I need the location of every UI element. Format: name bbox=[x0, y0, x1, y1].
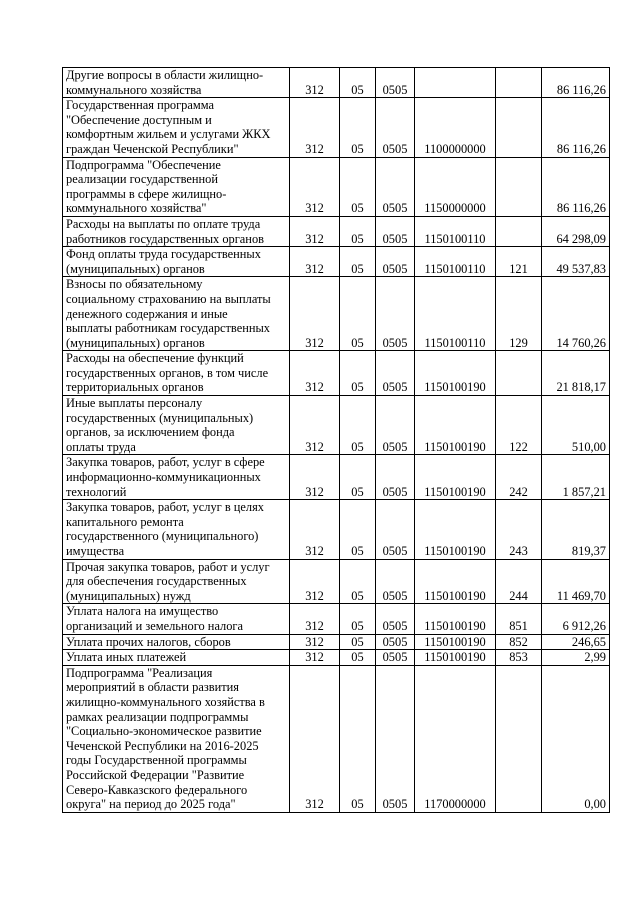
ministry-code-cell: 312 bbox=[290, 634, 340, 650]
table-row bbox=[63, 665, 610, 812]
subsection-code-cell: 0505 bbox=[376, 277, 415, 351]
table-row bbox=[63, 157, 610, 216]
subsection-code-cell: 0505 bbox=[376, 665, 415, 812]
target-article-cell: 1150000000 bbox=[415, 157, 496, 216]
section-code-cell: 05 bbox=[340, 604, 376, 634]
ministry-code-cell: 312 bbox=[290, 157, 340, 216]
target-article-cell: 1150100190 bbox=[415, 351, 496, 396]
expense-type-cell: 243 bbox=[496, 500, 542, 559]
expense-type-cell: 121 bbox=[496, 247, 542, 277]
ministry-code-cell: 312 bbox=[290, 68, 340, 98]
table-row bbox=[63, 247, 610, 277]
section-code-cell: 05 bbox=[340, 500, 376, 559]
expense-type-cell: 129 bbox=[496, 277, 542, 351]
amount-cell: 86 116,26 bbox=[542, 98, 610, 157]
section-code-cell: 05 bbox=[340, 650, 376, 666]
item-name-line: граждан Чеченской Республики" bbox=[66, 141, 239, 156]
subsection-code-cell: 0505 bbox=[376, 351, 415, 396]
table-row bbox=[63, 500, 610, 559]
section-code-cell: 05 bbox=[340, 665, 376, 812]
table-row bbox=[63, 634, 610, 650]
item-name-line: денежного содержания и иные bbox=[66, 306, 228, 321]
expense-type-cell: 852 bbox=[496, 634, 542, 650]
item-name-line: государственных (муниципальных) bbox=[66, 410, 254, 425]
item-name-line: (муниципальных) нужд bbox=[66, 588, 191, 603]
section-code-cell: 05 bbox=[340, 396, 376, 455]
item-name-line: Северо-Кавказского федерального bbox=[66, 782, 248, 797]
subsection-code-cell: 0505 bbox=[376, 455, 415, 500]
section-code-cell: 05 bbox=[340, 634, 376, 650]
ministry-code-cell: 312 bbox=[290, 650, 340, 666]
item-name-line: имущества bbox=[66, 544, 125, 558]
item-name-cell bbox=[63, 98, 290, 157]
subsection-code-cell: 0505 bbox=[376, 247, 415, 277]
table-row bbox=[63, 604, 610, 634]
item-name-cell bbox=[63, 277, 290, 351]
section-code-cell: 05 bbox=[340, 559, 376, 604]
section-code-cell: 05 bbox=[340, 247, 376, 277]
item-name-line: информационно-коммуникационных bbox=[66, 470, 261, 485]
budget-page bbox=[62, 67, 610, 813]
item-name-line: (муниципальных) органов bbox=[66, 335, 205, 350]
item-name-line: Расходы на выплаты по оплате труда bbox=[66, 216, 261, 231]
subsection-code-cell: 0505 bbox=[376, 559, 415, 604]
item-name-line: коммунального хозяйства" bbox=[66, 201, 207, 216]
item-name-cell bbox=[63, 455, 290, 500]
item-name-line: "Социально-экономическое развитие bbox=[66, 724, 262, 739]
item-name-line: социальному страхованию на выплаты bbox=[66, 291, 271, 306]
item-name-line: Прочая закупка товаров, работ и услуг bbox=[66, 559, 270, 574]
item-name-cell bbox=[63, 559, 290, 604]
item-name-line: (муниципальных) органов bbox=[66, 261, 205, 276]
section-code-cell: 05 bbox=[340, 216, 376, 246]
item-name-line: программы в сфере жилищно- bbox=[66, 186, 227, 201]
amount-cell: 49 537,83 bbox=[542, 247, 610, 277]
section-code-cell: 05 bbox=[340, 351, 376, 396]
item-name-line: округа" на период до 2025 года" bbox=[66, 797, 236, 812]
section-code-cell: 05 bbox=[340, 98, 376, 157]
item-name-line: Взносы по обязательному bbox=[66, 277, 203, 292]
expense-type-cell: 244 bbox=[496, 559, 542, 604]
item-name-line: Закупка товаров, работ, услуг в целях bbox=[66, 500, 264, 515]
target-article-cell: 1150100110 bbox=[415, 247, 496, 277]
item-name-cell bbox=[63, 68, 290, 98]
item-name-cell bbox=[63, 396, 290, 455]
ministry-code-cell: 312 bbox=[290, 351, 340, 396]
item-name-line: годы Государственной программы bbox=[66, 753, 247, 768]
table-row bbox=[63, 396, 610, 455]
section-code-cell: 05 bbox=[340, 157, 376, 216]
subsection-code-cell: 0505 bbox=[376, 216, 415, 246]
item-name-cell bbox=[63, 247, 290, 277]
item-name-line: органов, за исключением фонда bbox=[66, 425, 235, 440]
target-article-cell: 1100000000 bbox=[415, 98, 496, 157]
item-name-line: жилищно-коммунального хозяйства в bbox=[66, 694, 265, 709]
subsection-code-cell: 0505 bbox=[376, 396, 415, 455]
target-article-cell: 1150100190 bbox=[415, 650, 496, 666]
subsection-code-cell: 0505 bbox=[376, 604, 415, 634]
item-name-cell bbox=[63, 216, 290, 246]
amount-cell: 64 298,09 bbox=[542, 216, 610, 246]
target-article-cell: 1150100190 bbox=[415, 559, 496, 604]
amount-cell: 1 857,21 bbox=[542, 455, 610, 500]
item-name-line: "Обеспечение доступным и bbox=[66, 112, 212, 127]
amount-cell: 6 912,26 bbox=[542, 604, 610, 634]
table-row bbox=[63, 216, 610, 246]
subsection-code-cell: 0505 bbox=[376, 157, 415, 216]
section-code-cell: 05 bbox=[340, 455, 376, 500]
ministry-code-cell: 312 bbox=[290, 396, 340, 455]
item-name-line: государственного (муниципального) bbox=[66, 529, 259, 544]
item-name-line: Государственная программа bbox=[66, 98, 214, 113]
amount-cell: 510,00 bbox=[542, 396, 610, 455]
expense-type-cell: 851 bbox=[496, 604, 542, 634]
item-name-line: выплаты работникам государственных bbox=[66, 321, 270, 336]
item-name-line: комфортным жильем и услугами ЖКХ bbox=[66, 127, 271, 142]
target-article-cell: 1170000000 bbox=[415, 665, 496, 812]
item-name-line: оплаты труда bbox=[66, 439, 136, 454]
item-name-cell bbox=[63, 665, 290, 812]
item-name-cell bbox=[63, 351, 290, 396]
item-name-line: Уплата налога на имущество bbox=[66, 604, 219, 619]
ministry-code-cell: 312 bbox=[290, 665, 340, 812]
table-row bbox=[63, 351, 610, 396]
item-name-cell bbox=[63, 500, 290, 559]
amount-cell: 86 116,26 bbox=[542, 68, 610, 98]
item-name-line: рамках реализации подпрограммы bbox=[66, 709, 249, 724]
item-name-line: Российской Федерации "Развитие bbox=[66, 767, 245, 782]
budget-table-body bbox=[63, 68, 610, 813]
target-article-cell: 1150100190 bbox=[415, 455, 496, 500]
subsection-code-cell: 0505 bbox=[376, 650, 415, 666]
item-name-line: капитального ремонта bbox=[66, 514, 184, 529]
amount-cell: 2,99 bbox=[542, 650, 610, 666]
amount-cell: 246,65 bbox=[542, 634, 610, 650]
table-row bbox=[63, 68, 610, 98]
ministry-code-cell: 312 bbox=[290, 247, 340, 277]
item-name-line: Другие вопросы в области жилищно- bbox=[66, 68, 264, 82]
item-name-line: Чеченской Республики на 2016-2025 bbox=[66, 738, 259, 753]
item-name-line: организаций и земельного налога bbox=[66, 618, 244, 633]
table-row bbox=[63, 559, 610, 604]
amount-cell: 11 469,70 bbox=[542, 559, 610, 604]
amount-cell: 0,00 bbox=[542, 665, 610, 812]
subsection-code-cell: 0505 bbox=[376, 98, 415, 157]
section-code-cell: 05 bbox=[340, 277, 376, 351]
amount-cell: 86 116,26 bbox=[542, 157, 610, 216]
expense-type-cell bbox=[496, 351, 542, 396]
amount-cell: 21 818,17 bbox=[542, 351, 610, 396]
expense-type-cell: 122 bbox=[496, 396, 542, 455]
table-row bbox=[63, 650, 610, 666]
item-name-cell bbox=[63, 157, 290, 216]
item-name-line: для обеспечения государственных bbox=[66, 574, 247, 589]
target-article-cell: 1150100110 bbox=[415, 216, 496, 246]
ministry-code-cell: 312 bbox=[290, 98, 340, 157]
expense-type-cell bbox=[496, 98, 542, 157]
budget-table bbox=[62, 67, 610, 813]
table-row bbox=[63, 98, 610, 157]
item-name-line: Расходы на обеспечение функций bbox=[66, 351, 244, 366]
item-name-line: работников государственных органов bbox=[66, 231, 264, 246]
subsection-code-cell: 0505 bbox=[376, 634, 415, 650]
ministry-code-cell: 312 bbox=[290, 500, 340, 559]
ministry-code-cell: 312 bbox=[290, 277, 340, 351]
item-name-line: Подпрограмма "Обеспечение bbox=[66, 157, 221, 172]
expense-type-cell: 853 bbox=[496, 650, 542, 666]
item-name-cell bbox=[63, 634, 290, 650]
item-name-line: Подпрограмма "Реализация bbox=[66, 665, 213, 680]
subsection-code-cell: 0505 bbox=[376, 500, 415, 559]
target-article-cell: 1150100190 bbox=[415, 396, 496, 455]
expense-type-cell bbox=[496, 68, 542, 98]
item-name-line: технологий bbox=[66, 484, 127, 499]
ministry-code-cell: 312 bbox=[290, 604, 340, 634]
item-name-line: государственных органов, в том числе bbox=[66, 365, 269, 380]
target-article-cell: 1150100110 bbox=[415, 277, 496, 351]
item-name-line: мероприятий в области развития bbox=[66, 680, 239, 695]
ministry-code-cell: 312 bbox=[290, 216, 340, 246]
ministry-code-cell: 312 bbox=[290, 455, 340, 500]
amount-cell: 14 760,26 bbox=[542, 277, 610, 351]
section-code-cell: 05 bbox=[340, 68, 376, 98]
amount-cell: 819,37 bbox=[542, 500, 610, 559]
expense-type-cell: 242 bbox=[496, 455, 542, 500]
item-name-cell bbox=[63, 650, 290, 666]
expense-type-cell bbox=[496, 665, 542, 812]
item-name-line: Закупка товаров, работ, услуг в сфере bbox=[66, 455, 265, 470]
target-article-cell: 1150100190 bbox=[415, 634, 496, 650]
target-article-cell: 1150100190 bbox=[415, 500, 496, 559]
expense-type-cell bbox=[496, 216, 542, 246]
table-row bbox=[63, 455, 610, 500]
item-name-line: Уплата прочих налогов, сборов bbox=[66, 634, 231, 649]
item-name-line: Фонд оплаты труда государственных bbox=[66, 247, 261, 262]
item-name-line: территориальных органов bbox=[66, 380, 204, 395]
target-article-cell bbox=[415, 68, 496, 98]
expense-type-cell bbox=[496, 157, 542, 216]
table-row bbox=[63, 277, 610, 351]
item-name-cell bbox=[63, 604, 290, 634]
subsection-code-cell: 0505 bbox=[376, 68, 415, 98]
target-article-cell: 1150100190 bbox=[415, 604, 496, 634]
item-name-line: коммунального хозяйства bbox=[66, 82, 202, 97]
item-name-line: Уплата иных платежей bbox=[66, 650, 187, 665]
ministry-code-cell: 312 bbox=[290, 559, 340, 604]
item-name-line: Иные выплаты персоналу bbox=[66, 396, 203, 411]
item-name-line: реализации государственной bbox=[66, 172, 218, 187]
